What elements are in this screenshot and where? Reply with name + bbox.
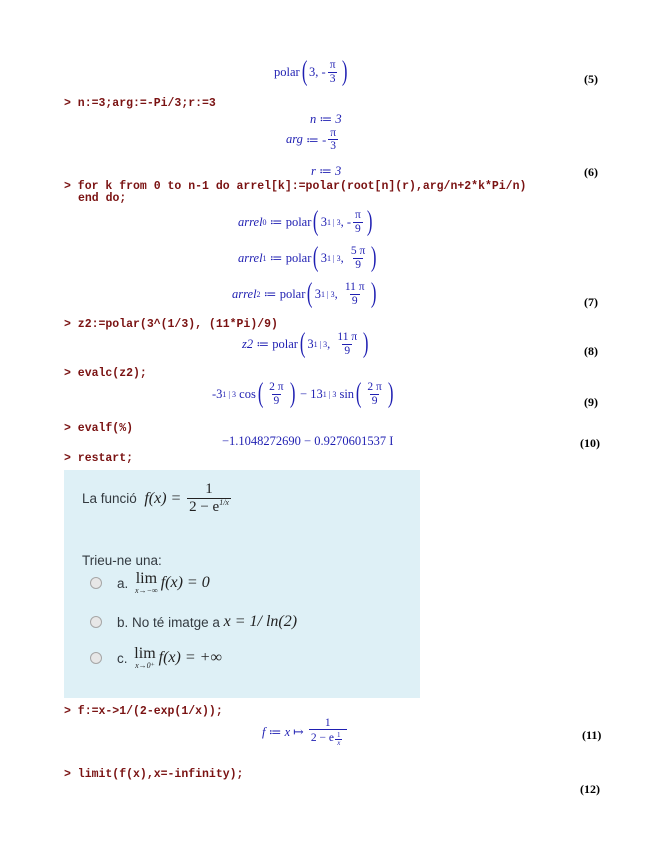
right-paren: ) — [341, 56, 347, 87]
radio-b-icon[interactable] — [90, 616, 102, 628]
question-prompt: Trieu-ne una: — [82, 553, 162, 568]
cmd-z2[interactable]: > z2:=polar(3^(1/3), (11*Pi)/9) — [64, 318, 278, 331]
cmd-evalf[interactable]: > evalf(%) — [64, 422, 134, 435]
option-b[interactable]: b. No té imatge a x = 1/ ln(2) — [90, 613, 297, 631]
cmd-for-line1[interactable]: > for k from 0 to n-1 do arrel[k]:=polar(root[n](r),arg/n+2*k*Pi/n) — [64, 180, 527, 193]
output-arrel-2: arrel 2 ≔ polar ( 3 1 | 3 , $\frac{11 \pi}{9}$ ) — [232, 278, 377, 309]
output-z2: z2 ≔ polar ( 3 1 | 3 , $\frac{11 \pi}{9}$ ) — [242, 328, 369, 359]
output-arg: arg ≔ - $\frac{\pi}{3}$ — [286, 127, 337, 153]
cmd-f[interactable]: > f:=x->1/(2-exp(1/x)); — [64, 705, 223, 718]
radio-a-icon[interactable] — [90, 577, 102, 589]
modulus: 3 — [309, 64, 316, 79]
left-paren: ( — [301, 56, 308, 87]
question-statement: La funció f(x) = $\frac{1}{2 - e^{1/x}}$ — [82, 481, 229, 515]
eq-label-11: (11) — [582, 728, 602, 742]
output-arrel-0: arrel 0 ≔ polar ( 3 1 | 3 , - $\frac{\pi}{9}$ ) — [238, 206, 373, 237]
eq-label-5: (5) — [584, 72, 598, 86]
cmd-limit[interactable]: > limit(f(x),x=-infinity); — [64, 768, 244, 781]
output-r: r ≔ 3 — [311, 164, 342, 178]
eq-label-7: (7) — [584, 295, 598, 309]
cmd-n[interactable]: > n:=3;arg:=-Pi/3;r:=3 — [64, 97, 216, 110]
output-5: polar ( 3 , - $\frac{\pi}{3}$ ) — [274, 56, 347, 87]
output-n: n ≔ 3 — [310, 112, 342, 126]
option-a[interactable]: a. lim x→−∞ f(x) = 0 — [90, 571, 210, 595]
output-arrel-1: arrel 1 ≔ polar ( 3 1 | 3 , $\frac{5 \pi}{9}$ ) — [238, 242, 377, 273]
eq-label-10: (10) — [580, 436, 600, 450]
cmd-evalc[interactable]: > evalc(z2); — [64, 367, 147, 380]
cmd-restart[interactable]: > restart; — [64, 452, 134, 465]
polar-fn: polar — [274, 64, 300, 79]
option-c[interactable]: c. lim x→0⁺ f(x) = +∞ — [90, 646, 222, 670]
output-f: f ≔ x ↦ 1 2 − e $\frac{1}{x}$ — [262, 717, 349, 748]
eq-label-6: (6) — [584, 165, 598, 179]
cmd-for-line2[interactable]: end do; — [78, 192, 127, 205]
eq-label-9: (9) — [584, 395, 598, 409]
eq-label-8: (8) — [584, 344, 598, 358]
sign: - — [321, 64, 326, 79]
radio-c-icon[interactable] — [90, 652, 102, 664]
eq-label-12: (12) — [580, 782, 600, 796]
output-evalc: -3 1 | 3 cos ( $\frac{2 \pi}{9}$ ) − 13 1 | 3 sin ( $\frac{2 \pi}{9}$ ) — [212, 378, 394, 409]
output-evalf: −1.1048272690 − 0.9270601537 I — [222, 434, 394, 448]
fraction: $\frac{\pi}{3}$ — [329, 59, 336, 85]
